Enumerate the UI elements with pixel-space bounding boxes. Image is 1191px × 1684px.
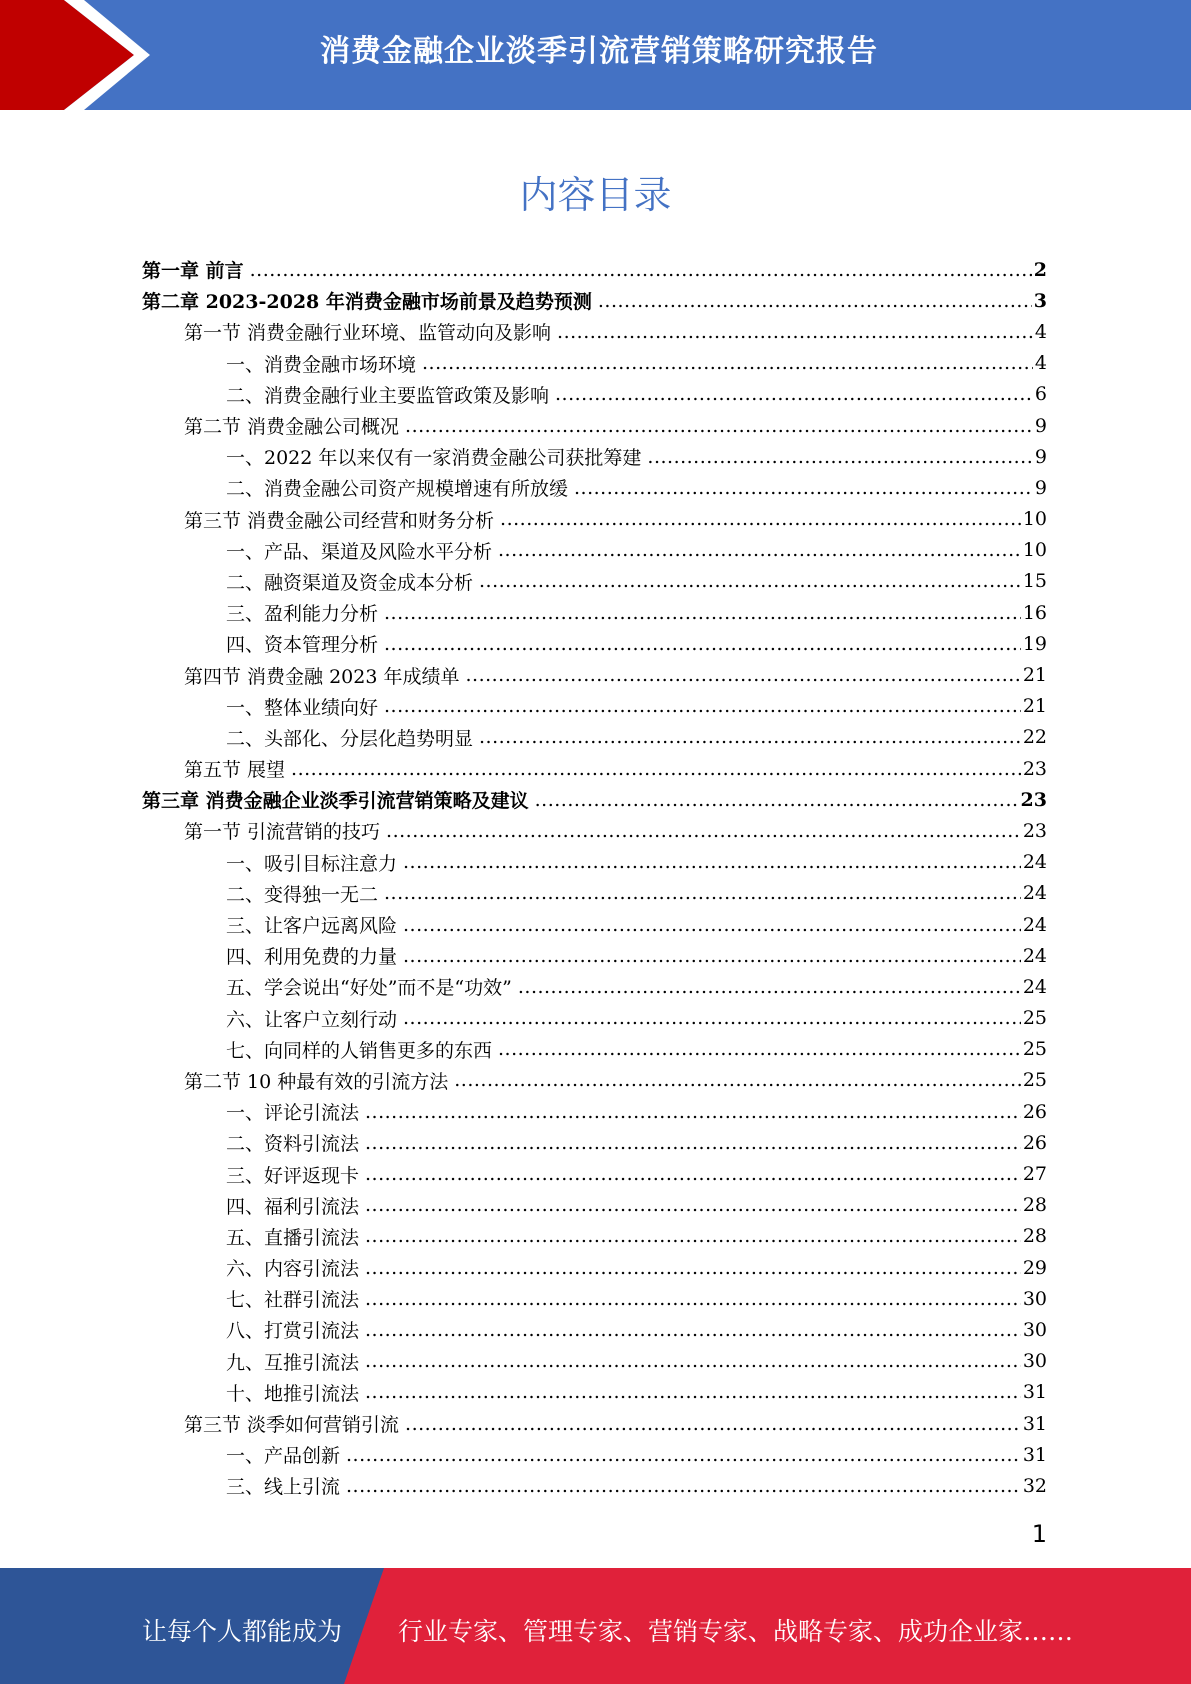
toc-entry-page: 23: [1020, 788, 1047, 811]
toc-entry[interactable]: [142, 316, 1047, 347]
toc-dot-leader: [384, 634, 1021, 654]
toc-entry-page: 3: [1033, 289, 1047, 312]
toc-entry[interactable]: [142, 379, 1047, 410]
toc-entry[interactable]: [142, 348, 1047, 379]
toc-entry[interactable]: [142, 691, 1047, 722]
toc-dot-leader: [422, 353, 1033, 373]
toc-entry-title: 第一节 消费金融行业环境、监管动向及影响: [184, 318, 555, 345]
toc-entry-title: 二、变得独一无二: [226, 880, 382, 907]
toc-entry-page: 25: [1022, 1038, 1047, 1061]
toc-dot-leader: [479, 727, 1021, 747]
toc-entry-title: 第二节 10 种最有效的引流方法: [184, 1067, 452, 1094]
toc-entry-page: 30: [1022, 1287, 1047, 1310]
toc-entry-title: 二、融资渠道及资金成本分析: [226, 568, 477, 595]
toc-entry[interactable]: [142, 504, 1047, 535]
footer-slogan-right: 行业专家、管理专家、营销专家、战略专家、成功企业家……: [398, 1617, 1074, 1646]
toc-entry[interactable]: [142, 1221, 1047, 1252]
toc-entry-title: 第二章 2023-2028 年消费金融市场前景及趋势预测: [142, 287, 596, 314]
toc-entry[interactable]: [142, 722, 1047, 753]
toc-entry-title: 七、社群引流法: [226, 1285, 363, 1312]
toc-entry-page: 25: [1022, 1069, 1047, 1092]
toc-entry[interactable]: [142, 410, 1047, 441]
toc-entry-page: 23: [1022, 819, 1047, 842]
toc-entry-title: 四、福利引流法: [226, 1192, 363, 1219]
toc-dot-leader: [250, 260, 1032, 280]
toc-dot-leader: [365, 1289, 1021, 1309]
toc-entry-page: 27: [1022, 1163, 1047, 1186]
toc-entry[interactable]: [142, 815, 1047, 846]
toc-entry-page: 31: [1022, 1412, 1047, 1435]
toc-entry-title: 第三章 消费金融企业淡季引流营销策略及建议: [142, 786, 533, 813]
toc-entry-title: 第二节 消费金融公司概况: [184, 412, 403, 439]
toc-entry[interactable]: [142, 1346, 1047, 1377]
toc-entry-title: 一、2022 年以来仅有一家消费金融公司获批筹建: [226, 443, 645, 470]
toc-entry-page: 24: [1022, 851, 1047, 874]
toc-entry[interactable]: [142, 1377, 1047, 1408]
toc-entry-page: 16: [1022, 601, 1047, 624]
toc-entry-page: 28: [1022, 1194, 1047, 1217]
toc-entry-page: 23: [1022, 757, 1047, 780]
toc-entry-page: 21: [1022, 664, 1047, 687]
toc-entry-page: 24: [1022, 975, 1047, 998]
toc-dot-leader: [454, 1070, 1021, 1090]
toc-entry-title: 二、头部化、分层化趋势明显: [226, 724, 477, 751]
toc-entry-title: 第四节 消费金融 2023 年成绩单: [184, 662, 463, 689]
toc-entry-page: 28: [1022, 1225, 1047, 1248]
toc-entry-page: 31: [1022, 1381, 1047, 1404]
toc-entry-title: 四、利用免费的力量: [226, 942, 401, 969]
toc-entry-title: 三、让客户远离风险: [226, 911, 401, 938]
toc-dot-leader: [365, 1226, 1021, 1246]
toc-entry-title: 二、消费金融行业主要监管政策及影响: [226, 381, 553, 408]
toc-entry-title: 六、内容引流法: [226, 1254, 363, 1281]
toc-entry-page: 30: [1022, 1318, 1047, 1341]
toc-dot-leader: [384, 696, 1021, 716]
toc-entry[interactable]: [142, 628, 1047, 659]
toc-entry[interactable]: [142, 878, 1047, 909]
toc-dot-leader: [647, 447, 1033, 467]
toc-entry-page: 32: [1022, 1474, 1047, 1497]
toc-dot-leader: [365, 1102, 1021, 1122]
toc-entry[interactable]: [142, 909, 1047, 940]
toc-entry-page: 24: [1022, 944, 1047, 967]
toc-entry-page: 4: [1034, 352, 1047, 375]
toc-entry-page: 10: [1022, 539, 1047, 562]
toc-entry-title: 三、好评返现卡: [226, 1161, 363, 1188]
toc-entry-title: 六、让客户立刻行动: [226, 1005, 401, 1032]
toc-dot-leader: [365, 1351, 1021, 1371]
toc-entry-page: 24: [1022, 882, 1047, 905]
toc-dot-leader: [574, 478, 1033, 498]
toc-entry-page: 24: [1022, 913, 1047, 936]
toc-entry-page: 9: [1034, 414, 1047, 437]
toc-entry-page: 26: [1022, 1131, 1047, 1154]
page-footer: [0, 1568, 1191, 1684]
toc-dot-leader: [365, 1382, 1021, 1402]
toc-entry-page: 25: [1022, 1007, 1047, 1030]
toc-entry[interactable]: [142, 1283, 1047, 1314]
page-header: [0, 0, 1191, 110]
toc-entry[interactable]: [142, 441, 1047, 472]
toc-dot-leader: [403, 946, 1021, 966]
toc-entry-page: 30: [1022, 1350, 1047, 1373]
toc-entry[interactable]: [142, 472, 1047, 503]
toc-entry-title: 一、整体业绩向好: [226, 693, 382, 720]
toc-entry-title: 一、产品创新: [226, 1441, 344, 1468]
toc-dot-leader: [405, 1414, 1021, 1434]
toc-entry-page: 9: [1034, 476, 1047, 499]
header-arrow-decoration: [0, 0, 150, 110]
toc-entry-page: 21: [1022, 695, 1047, 718]
toc-entry-page: 29: [1022, 1256, 1047, 1279]
toc-entry-page: 2: [1033, 258, 1047, 281]
toc-entry[interactable]: [142, 566, 1047, 597]
toc-entry[interactable]: [142, 1158, 1047, 1189]
toc-entry[interactable]: [142, 1252, 1047, 1283]
toc-entry-title: 二、资料引流法: [226, 1129, 363, 1156]
toc-dot-leader: [346, 1476, 1021, 1496]
toc-dot-leader: [386, 821, 1021, 841]
toc-entry-title: 四、资本管理分析: [226, 630, 382, 657]
toc-entry-title: 第三节 淡季如何营销引流: [184, 1410, 403, 1437]
toc-dot-leader: [498, 540, 1021, 560]
toc-entry[interactable]: [142, 784, 1047, 815]
toc-entry[interactable]: [142, 1439, 1047, 1470]
toc-entry[interactable]: [142, 1003, 1047, 1034]
toc-entry-title: 第五节 展望: [184, 755, 289, 782]
toc-dot-leader: [500, 509, 1021, 529]
toc-entry[interactable]: [142, 1034, 1047, 1065]
toc-entry[interactable]: [142, 1096, 1047, 1127]
toc-entry-title: 第三节 消费金融公司经营和财务分析: [184, 506, 498, 533]
toc-entry[interactable]: [142, 1314, 1047, 1345]
toc-entry-title: 五、学会说出“好处”而不是“功效”: [226, 973, 516, 1000]
toc-entry[interactable]: [142, 254, 1047, 285]
toc-entry[interactable]: [142, 1127, 1047, 1158]
toc-entry[interactable]: [142, 1190, 1047, 1221]
report-title: 消费金融企业淡季引流营销策略研究报告: [320, 34, 878, 69]
toc-dot-leader: [498, 1039, 1021, 1059]
toc-entry-page: 31: [1022, 1443, 1047, 1466]
toc-dot-leader: [365, 1133, 1021, 1153]
toc-dot-leader: [403, 915, 1021, 935]
toc-entry-title: 三、线上引流: [226, 1472, 344, 1499]
toc-entry-title: 九、互推引流法: [226, 1348, 363, 1375]
toc-dot-leader: [557, 322, 1033, 342]
toc-entry-page: 4: [1034, 320, 1047, 343]
toc-dot-leader: [346, 1445, 1021, 1465]
page-number: 1: [1031, 1520, 1047, 1548]
table-of-contents: [142, 254, 1047, 1502]
toc-dot-leader: [384, 603, 1021, 623]
toc-dot-leader: [405, 416, 1033, 436]
toc-dot-leader: [555, 384, 1033, 404]
toc-entry[interactable]: [142, 940, 1047, 971]
toc-dot-leader: [384, 883, 1021, 903]
toc-entry-title: 第一节 引流营销的技巧: [184, 817, 384, 844]
toc-dot-leader: [365, 1320, 1021, 1340]
toc-entry-page: 15: [1022, 570, 1047, 593]
toc-dot-leader: [465, 665, 1020, 685]
toc-entry-title: 二、消费金融公司资产规模增速有所放缓: [226, 474, 572, 501]
toc-dot-leader: [365, 1258, 1021, 1278]
toc-entry[interactable]: [142, 535, 1047, 566]
toc-entry[interactable]: [142, 753, 1047, 784]
toc-dot-leader: [479, 571, 1021, 591]
toc-entry-title: 一、评论引流法: [226, 1098, 363, 1125]
toc-entry-title: 一、消费金融市场环境: [226, 350, 420, 377]
toc-dot-leader: [535, 790, 1019, 810]
toc-entry-page: 22: [1022, 726, 1047, 749]
toc-entry[interactable]: [142, 847, 1047, 878]
footer-slogan-left: 让每个人都能成为: [142, 1617, 343, 1646]
toc-entry-title: 五、直播引流法: [226, 1223, 363, 1250]
toc-entry[interactable]: [142, 597, 1047, 628]
toc-dot-leader: [403, 1008, 1021, 1028]
toc-entry-page: 9: [1034, 445, 1047, 468]
toc-entry-title: 八、打赏引流法: [226, 1316, 363, 1343]
toc-dot-leader: [365, 1164, 1021, 1184]
toc-dot-leader: [403, 852, 1021, 872]
toc-entry-title: 一、产品、渠道及风险水平分析: [226, 537, 496, 564]
toc-entry[interactable]: [142, 285, 1047, 316]
toc-entry-page: 19: [1022, 632, 1047, 655]
toc-entry-title: 十、地推引流法: [226, 1379, 363, 1406]
toc-entry-page: 26: [1022, 1100, 1047, 1123]
toc-entry-page: 6: [1034, 383, 1047, 406]
toc-dot-leader: [598, 291, 1032, 311]
toc-entry-title: 三、盈利能力分析: [226, 599, 382, 626]
toc-entry[interactable]: [142, 971, 1047, 1002]
toc-entry[interactable]: [142, 1470, 1047, 1501]
toc-entry-title: 七、向同样的人销售更多的东西: [226, 1036, 496, 1063]
toc-entry-page: 10: [1022, 508, 1047, 531]
toc-entry-title: 第一章 前言: [142, 256, 248, 283]
toc-heading: 内容目录: [519, 173, 672, 217]
toc-entry[interactable]: [142, 1065, 1047, 1096]
toc-dot-leader: [365, 1195, 1021, 1215]
toc-dot-leader: [518, 977, 1021, 997]
toc-entry[interactable]: [142, 1408, 1047, 1439]
toc-dot-leader: [291, 759, 1021, 779]
toc-entry[interactable]: [142, 659, 1047, 690]
toc-entry-title: 一、吸引目标注意力: [226, 849, 401, 876]
